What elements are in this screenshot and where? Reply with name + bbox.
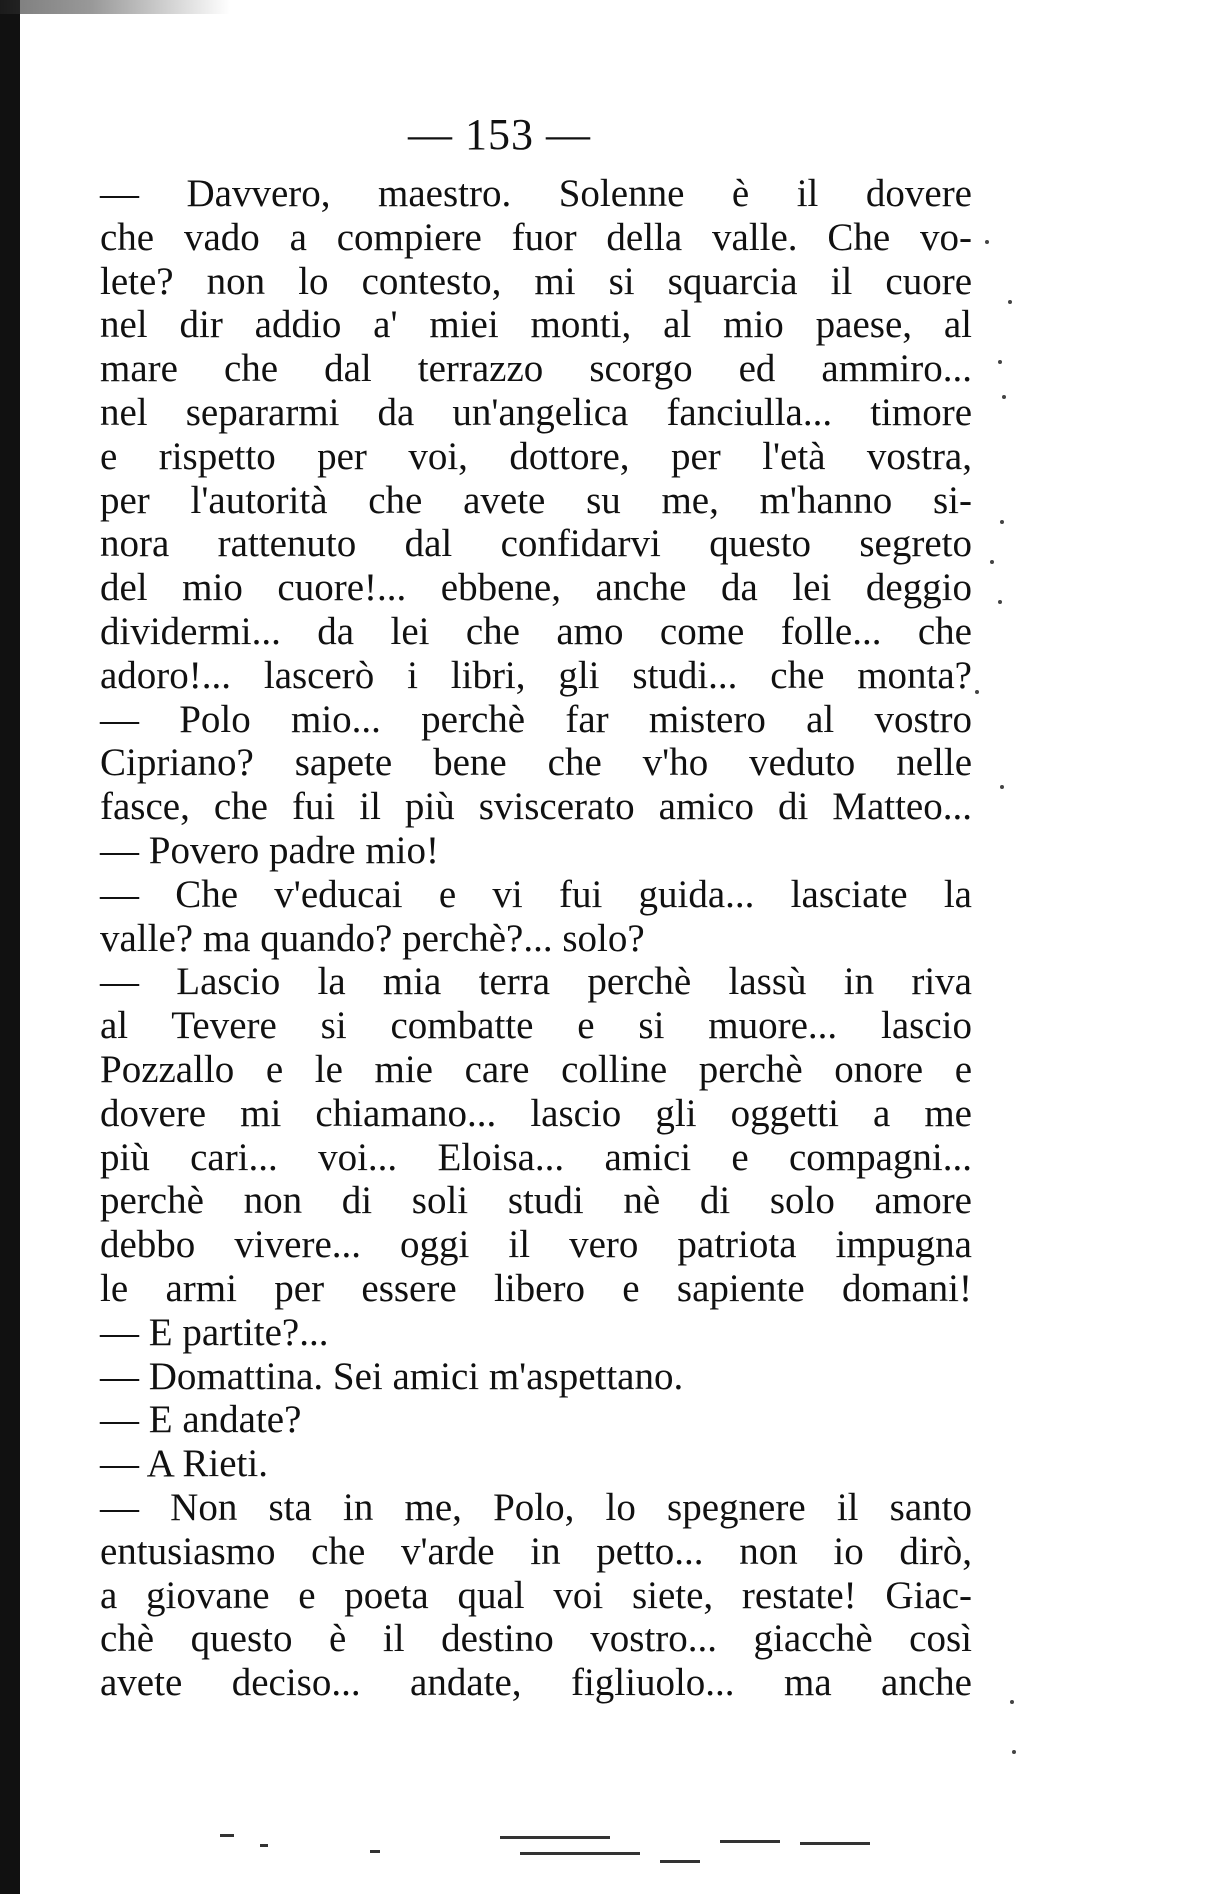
- text-line: e rispetto per voi, dottore, per l'età vostra,: [100, 434, 972, 478]
- text-line: valle? ma quando? perchè?... solo?: [100, 916, 645, 960]
- scan-speck: [1012, 1750, 1016, 1754]
- scan-edge: [0, 0, 20, 1894]
- text-line: Cipriano? sapete bene che v'ho veduto nelle: [100, 741, 972, 785]
- text-line: adoro!... lascerò i libri, gli studi... che monta?: [100, 653, 972, 697]
- body-text: [100, 172, 972, 1705]
- text-line: più cari... voi... Eloisa... amici e compagni...: [100, 1135, 972, 1179]
- text-line: — E partite?...: [100, 1310, 329, 1354]
- text-line: lete? non lo contesto, mi si squarcia il cuore: [100, 259, 972, 303]
- scan-noise-bottom: [220, 1830, 960, 1870]
- text-line: — A Rieti.: [100, 1442, 268, 1486]
- text-line: che vado a compiere fuor della valle. Che vo-: [100, 215, 972, 259]
- text-line: nel dir addio a' miei monti, al mio paese, al: [100, 303, 972, 347]
- scan-speck: [998, 360, 1002, 364]
- text-line: dovere mi chiamano... lascio gli oggetti a me: [100, 1091, 972, 1135]
- text-line: perchè non di soli studi nè di solo amore: [100, 1179, 972, 1223]
- scan-speck: [975, 690, 979, 694]
- text-line: mare che dal terrazzo scorgo ed ammiro...: [100, 347, 972, 391]
- text-line: chè questo è il destino vostro... giacchè così: [100, 1617, 972, 1661]
- text-line: entusiasmo che v'arde in petto... non io dirò,: [100, 1529, 972, 1573]
- scan-speck: [1008, 300, 1012, 304]
- text-line: — Lascio la mia terra perchè lassù in riva: [100, 960, 972, 1004]
- text-line: le armi per essere libero e sapiente domani!: [100, 1266, 972, 1310]
- text-line: al Tevere si combatte e si muore... lascio: [100, 1004, 972, 1048]
- text-line: fasce, che fui il più sviscerato amico di Matteo...: [100, 785, 972, 829]
- text-line: — Davvero, maestro. Solenne è il dovere: [100, 172, 972, 215]
- scan-speck: [985, 240, 989, 244]
- text-line: per l'autorità che avete su me, m'hanno si-: [100, 478, 972, 522]
- scan-speck: [1000, 785, 1004, 789]
- text-line: a giovane e poeta qual voi siete, restate! Giac-: [100, 1573, 972, 1617]
- text-line: — Che v'educai e vi fui guida... lasciate la: [100, 872, 972, 916]
- scan-speck: [1002, 395, 1006, 399]
- scan-speck: [990, 560, 994, 564]
- text-line: — Domattina. Sei amici m'aspettano.: [100, 1354, 684, 1398]
- text-line: Pozzallo e le mie care colline perchè onore e: [100, 1047, 972, 1091]
- text-line: del mio cuore!... ebbene, anche da lei deggio: [100, 566, 972, 610]
- page-number: — 153 —: [408, 110, 591, 159]
- text-line: — Povero padre mio!: [100, 828, 440, 872]
- text-line: — Polo mio... perchè far mistero al vostro: [100, 697, 972, 741]
- text-line: nora rattenuto dal confidarvi questo segreto: [100, 522, 972, 566]
- text-line: debbo vivere... oggi il vero patriota impugna: [100, 1223, 972, 1267]
- scan-speck: [998, 600, 1002, 604]
- text-line: — E andate?: [100, 1398, 302, 1442]
- scan-speck: [1000, 520, 1004, 524]
- scan-speck: [1010, 1700, 1014, 1704]
- scan-edge-top: [0, 0, 230, 14]
- text-line: nel separarmi da un'angelica fanciulla... timore: [100, 390, 972, 434]
- text-line: — Non sta in me, Polo, lo spegnere il santo: [100, 1485, 972, 1529]
- text-line: dividermi... da lei che amo come folle... che: [100, 609, 972, 653]
- text-line: avete deciso... andate, figliuolo... ma anche: [100, 1661, 972, 1705]
